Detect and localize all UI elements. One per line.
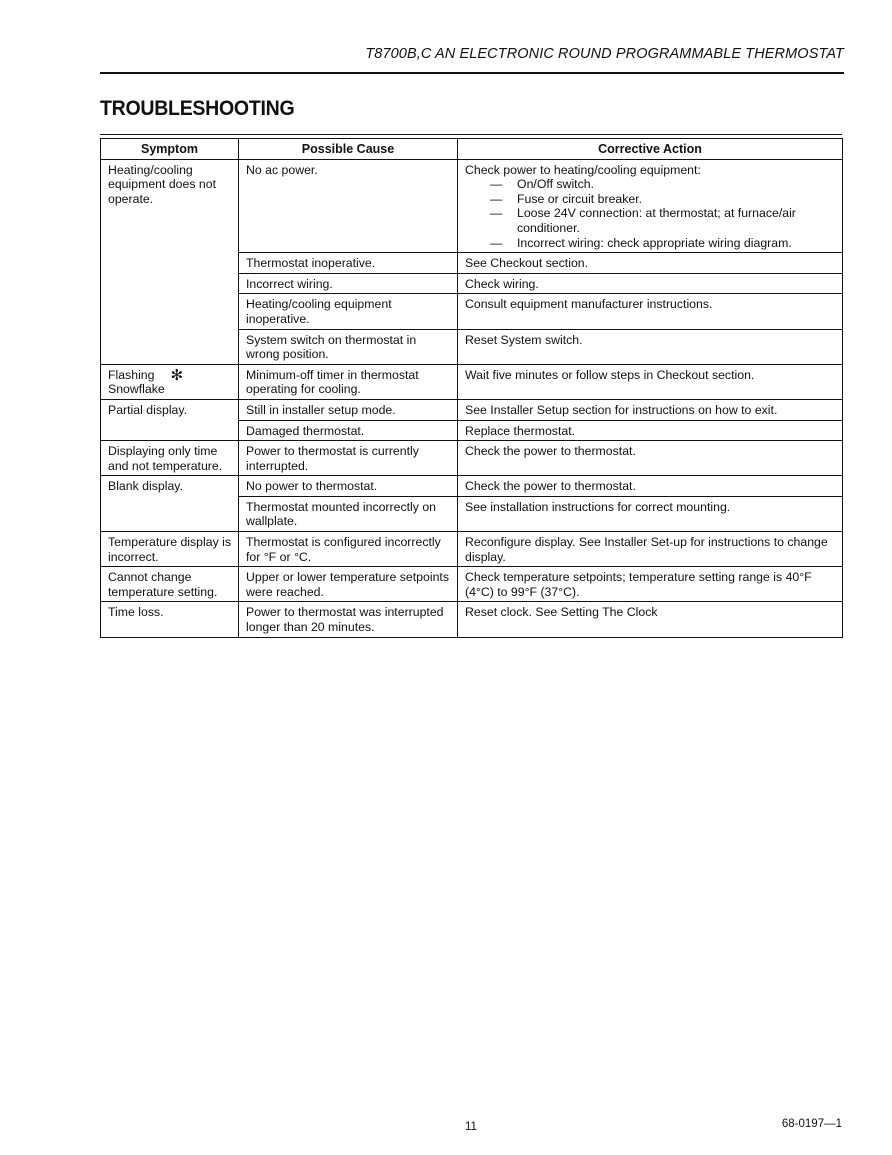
table-row xyxy=(101,441,843,476)
table-row xyxy=(101,602,843,637)
action-intro: Check power to heating/cooling equipment: xyxy=(465,162,701,177)
action-cell: Reset clock. See Setting The Clock xyxy=(458,602,843,637)
action-cell: Reset System switch. xyxy=(458,329,843,364)
action-cell: Check the power to thermostat. xyxy=(458,441,843,476)
cause-cell: Still in installer setup mode. xyxy=(239,399,458,420)
action-item-text: On/Off switch. xyxy=(517,177,594,192)
cause-cell: Thermostat inoperative. xyxy=(239,253,458,274)
cause-cell: Incorrect wiring. xyxy=(239,273,458,294)
action-cell: Wait five minutes or follow steps in Checkout section. xyxy=(458,364,843,399)
list-dash: — xyxy=(490,206,503,221)
document-number: 68-0197—1 xyxy=(781,1118,842,1130)
action-item-text: Loose 24V connection: at thermostat; at furnace/air conditioner. xyxy=(517,206,796,235)
cause-cell: Damaged thermostat. xyxy=(239,420,458,441)
action-list-item xyxy=(465,206,836,235)
table-row xyxy=(101,476,843,497)
cause-cell: Heating/cooling equipment inoperative. xyxy=(239,294,458,329)
action-cell: See Installer Setup section for instructions on how to exit. xyxy=(458,399,843,420)
page-number: 11 xyxy=(465,1121,477,1133)
action-list-item xyxy=(465,177,836,192)
snowflake-icon: ✻ xyxy=(170,366,184,384)
cause-cell: Power to thermostat is currently interrupted. xyxy=(239,441,458,476)
symptom-cell: Cannot change temperature setting. xyxy=(101,567,239,602)
action-cell xyxy=(458,159,843,253)
cause-cell: Thermostat is configured incorrectly for °F or °C. xyxy=(239,532,458,567)
cause-cell: No power to thermostat. xyxy=(239,476,458,497)
column-header-action: Corrective Action xyxy=(458,139,843,160)
cause-cell: Minimum-off timer in thermostat operating for cooling. xyxy=(239,364,458,399)
header-rule xyxy=(100,72,844,74)
symptom-cell: Partial display. xyxy=(101,399,239,440)
symptom-cell: Heating/cooling equipment does not operate. xyxy=(101,159,239,364)
list-dash: — xyxy=(490,191,503,206)
symptom-text: Snowflake xyxy=(108,382,165,397)
cause-cell: Upper or lower temperature setpoints were reached. xyxy=(239,567,458,602)
action-cell: Consult equipment manufacturer instructions. xyxy=(458,294,843,329)
list-dash: — xyxy=(490,235,503,250)
symptom-cell: Blank display. xyxy=(101,476,239,532)
action-cell: Check wiring. xyxy=(458,273,843,294)
section-title: TROUBLESHOOTING xyxy=(100,97,295,120)
column-header-cause: Possible Cause xyxy=(239,139,458,160)
action-item-text: Incorrect wiring: check appropriate wiring diagram. xyxy=(517,235,792,250)
troubleshooting-table-wrap xyxy=(100,134,842,638)
table-row xyxy=(101,532,843,567)
action-list xyxy=(465,177,836,250)
troubleshooting-table xyxy=(100,138,843,638)
action-cell: Check temperature setpoints; temperature setting range is 40°F (4°C) to 99°F (37°C). xyxy=(458,567,843,602)
table-row xyxy=(101,159,843,253)
cause-cell: System switch on thermostat in wrong position. xyxy=(239,329,458,364)
action-cell: See installation instructions for correct mounting. xyxy=(458,496,843,531)
action-cell: Check the power to thermostat. xyxy=(458,476,843,497)
action-cell: Replace thermostat. xyxy=(458,420,843,441)
symptom-cell: Displaying only time and not temperature. xyxy=(101,441,239,476)
symptom-cell: Temperature display is incorrect. xyxy=(101,532,239,567)
table-row xyxy=(101,364,843,399)
document-header-title: T8700B,C AN ELECTRONIC ROUND PROGRAMMABLE THERMOSTAT xyxy=(365,46,844,62)
action-list-item xyxy=(465,192,836,207)
cause-cell: Power to thermostat was interrupted longer than 20 minutes. xyxy=(239,602,458,637)
table-row xyxy=(101,399,843,420)
symptom-text: Flashing xyxy=(108,367,155,382)
table-header-row xyxy=(101,139,843,160)
action-item-text: Fuse or circuit breaker. xyxy=(517,191,643,206)
action-list-item xyxy=(465,236,836,251)
column-header-symptom: Symptom xyxy=(101,139,239,160)
action-cell: Reconfigure display. See Installer Set-up for instructions to change display. xyxy=(458,532,843,567)
action-cell: See Checkout section. xyxy=(458,253,843,274)
list-dash: — xyxy=(490,177,503,192)
cause-cell: Thermostat mounted incorrectly on wallplate. xyxy=(239,496,458,531)
table-row xyxy=(101,567,843,602)
symptom-cell xyxy=(101,364,239,399)
symptom-cell: Time loss. xyxy=(101,602,239,637)
cause-cell: No ac power. xyxy=(239,159,458,253)
